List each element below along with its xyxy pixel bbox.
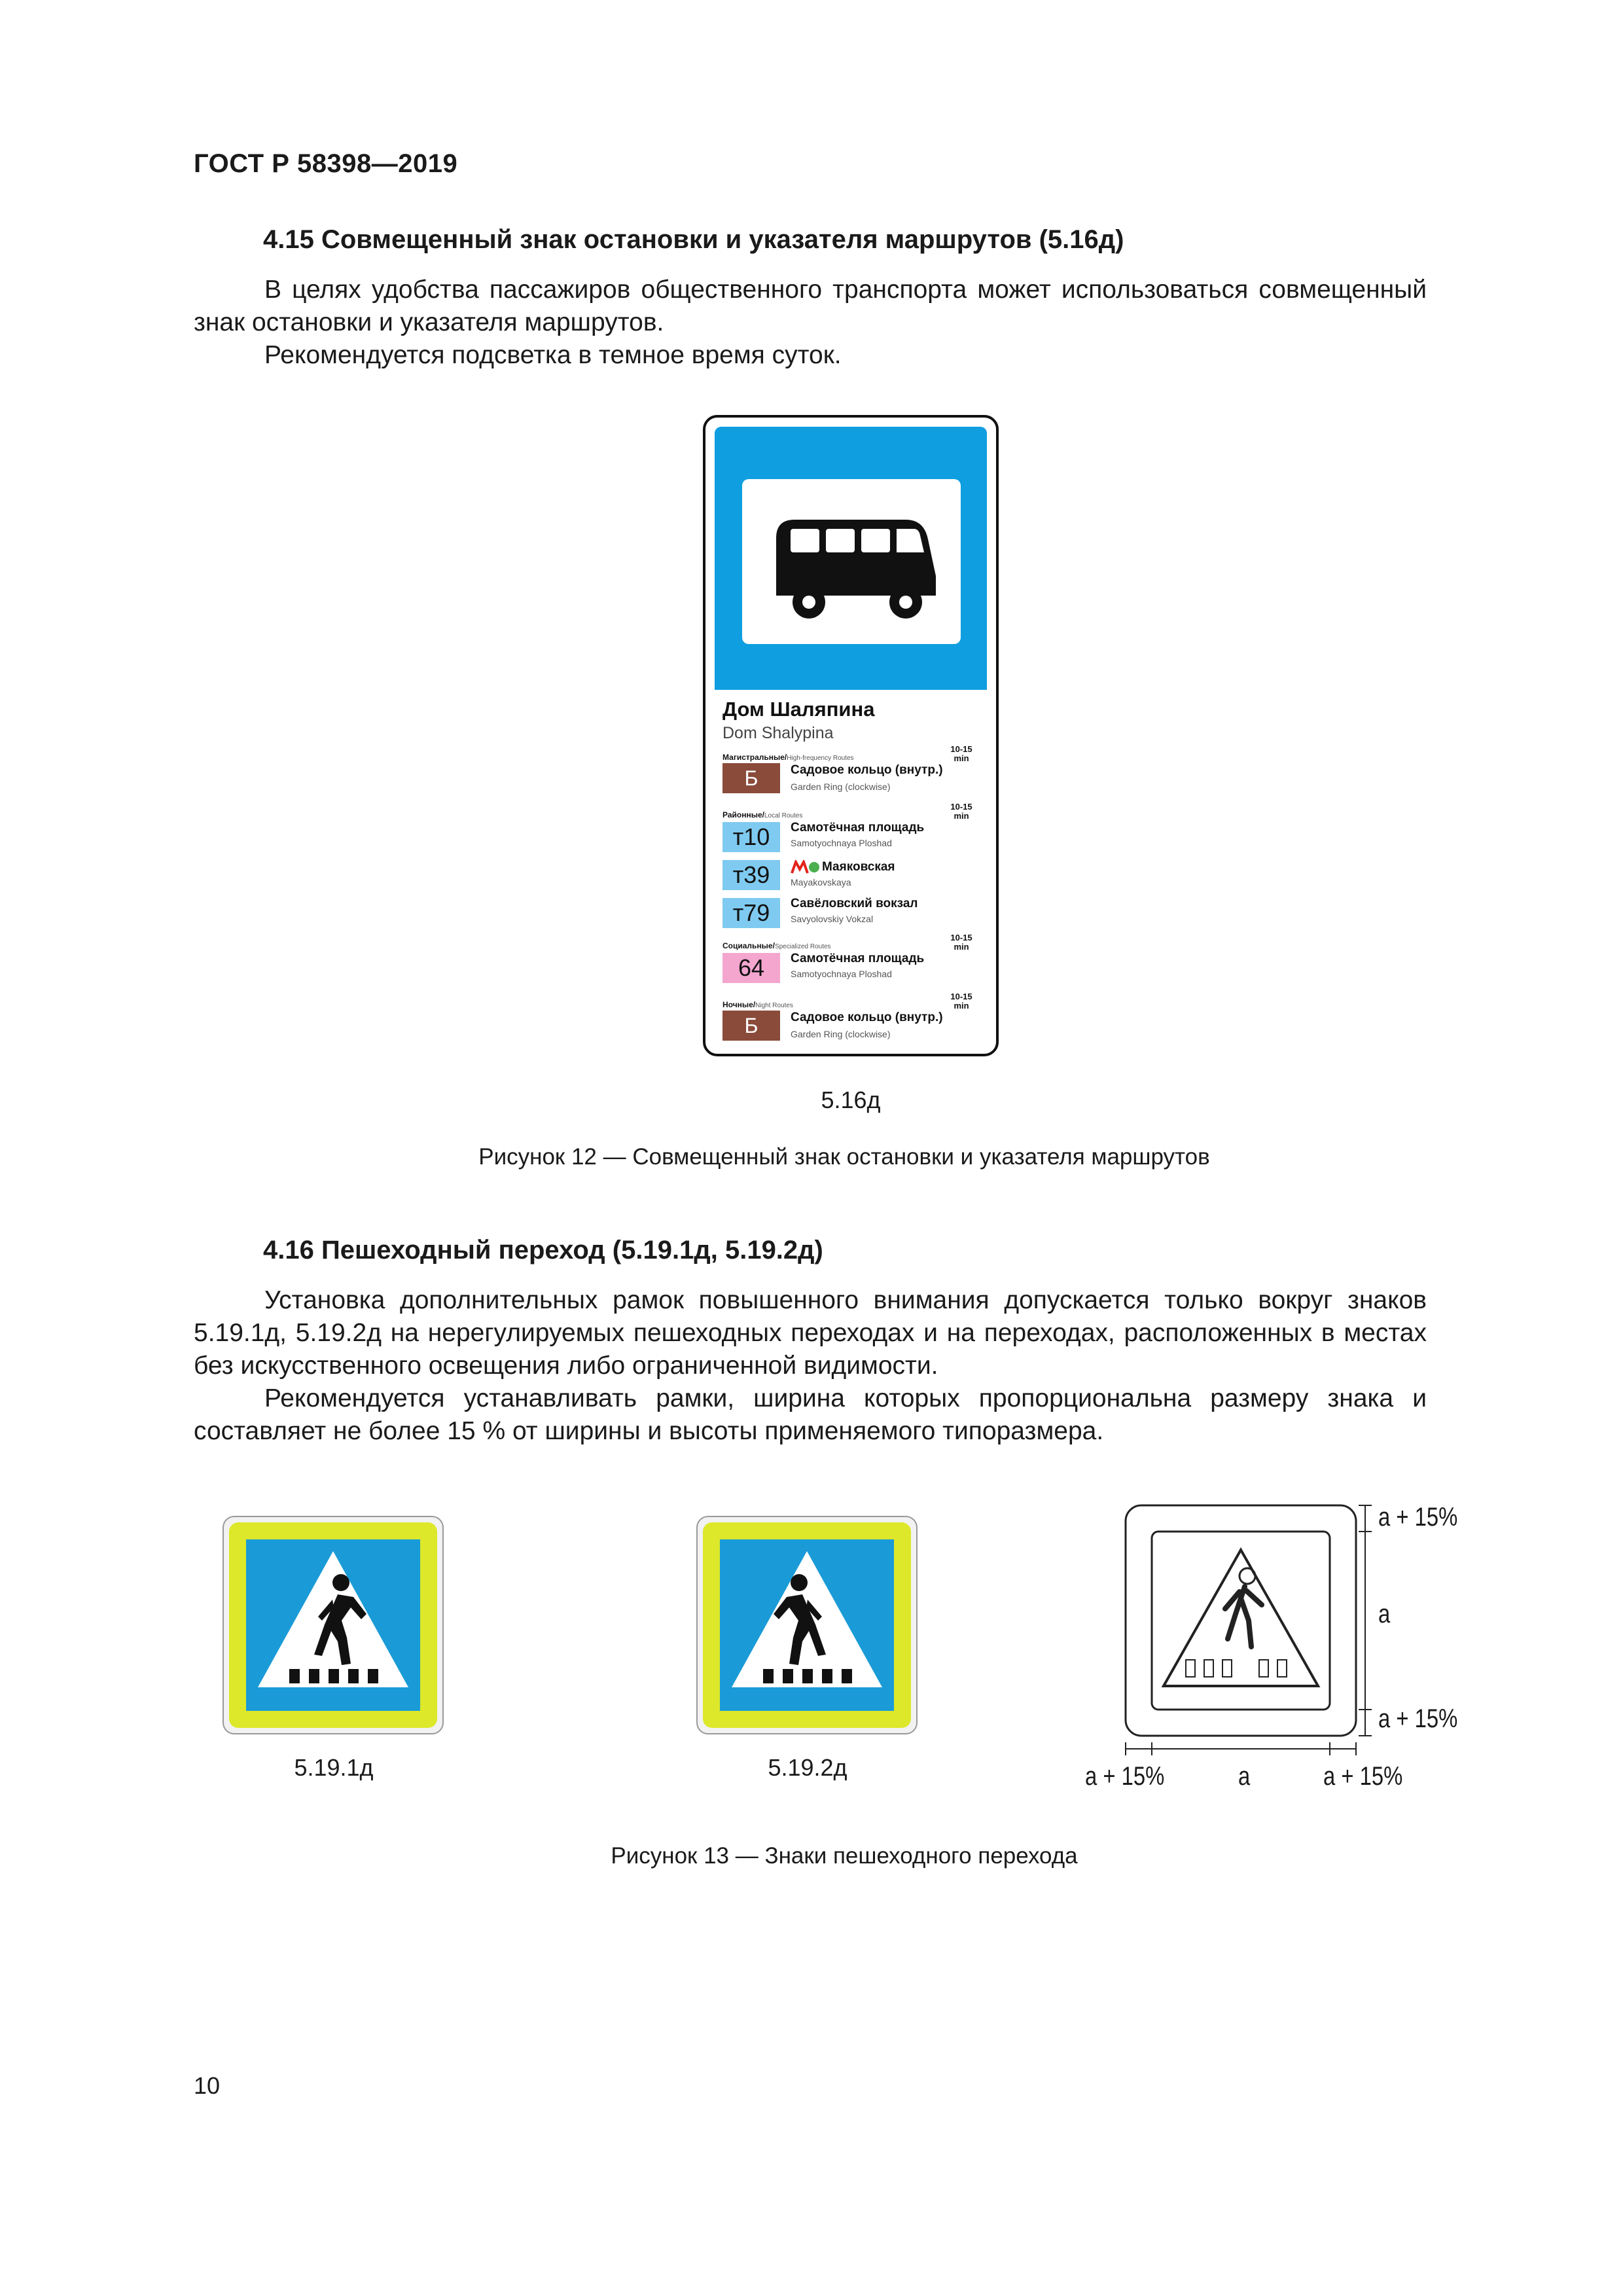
- section-416-paragraph-1: Установка дополнительных рамок повышенного внимания допускается только вокруг знаков 5.19.1д, 5.19.2д на нерегулируемых пешеходных переходах и на переходах, расположенных в местах без искусственного освещения либо ограниченной видимости.: [194, 1286, 1427, 1380]
- route-destination: Садовое кольцо (внутр.): [791, 763, 943, 777]
- sign-blue-square: [720, 1539, 894, 1711]
- section-416-paragraph-2: Рекомендуется устанавливать рамки, ширина которых пропорциональна размеру знака и составляет не более 15 % от ширины и высоты применяемого типоразмера.: [194, 1384, 1427, 1445]
- pedestrian-sign-5-19-1: [223, 1516, 444, 1734]
- sign-code-5-19-2: 5.19.2д: [768, 1754, 847, 1781]
- stop-name: Дом Шаляпина: [722, 698, 875, 721]
- route-destination: Садовое кольцо (внутр.): [791, 1011, 943, 1024]
- route-category: Магистральные/High-frequency Routes: [722, 753, 854, 762]
- sign-code-5-19-1: 5.19.1д: [294, 1754, 374, 1781]
- bus-sign-white-panel: [742, 479, 961, 644]
- route-destination-en: Savyolovskiy Vokzal: [791, 914, 874, 924]
- dim-left-label: a + 15%: [1085, 1762, 1165, 1791]
- bus-sign-code: 5.16д: [821, 1086, 881, 1113]
- route-badge: т10: [722, 822, 780, 852]
- route-interval: 10-15 min: [950, 744, 972, 763]
- route-category: Социальные/Specialized Routes: [722, 941, 831, 950]
- dim-bottom-label: a + 15%: [1378, 1704, 1458, 1733]
- pedestrian-crossing-icon: [246, 1539, 420, 1711]
- route-destination-en: Samotyochnaya Ploshad: [791, 838, 892, 848]
- route-badge: Б: [722, 1011, 780, 1041]
- section-415-title: 4.15 Совмещенный знак остановки и указателя маршрутов (5.16д): [263, 225, 1124, 254]
- pedestrian-crossing-icon: [720, 1539, 894, 1711]
- page-number: 10: [194, 2072, 221, 2099]
- frame-dimension-diagram: [1113, 1499, 1387, 1774]
- section-415-paragraph-1: В целях удобства пассажиров общественного транспорта может использоваться совмещенный знак остановки и указателя маршрутов.: [194, 276, 1427, 336]
- route-category: Ночные/Night Routes: [722, 1000, 793, 1009]
- figure-12-caption: Рисунок 12 — Совмещенный знак остановки и указателя маршрутов: [478, 1144, 1210, 1170]
- route-destination-en: Mayakovskaya: [791, 877, 851, 888]
- route-destination-en: Garden Ring (clockwise): [791, 1029, 891, 1039]
- route-destination: Самотёчная площадь: [791, 821, 925, 834]
- section-416-title: 4.16 Пешеходный переход (5.19.1д, 5.19.2д): [263, 1236, 823, 1265]
- section-415-paragraph-2: Рекомендуется подсветка в темное время суток.: [264, 341, 842, 369]
- route-destination-en: Garden Ring (clockwise): [791, 781, 891, 792]
- route-destination-en: Samotyochnaya Ploshad: [791, 969, 892, 979]
- pedestrian-sign-5-19-2: [696, 1516, 918, 1734]
- route-interval: 10-15 min: [950, 802, 972, 821]
- metro-icon: [791, 860, 819, 874]
- route-interval: 10-15 min: [950, 992, 972, 1011]
- dim-height-label: a: [1378, 1600, 1391, 1628]
- route-badge: 64: [722, 953, 780, 983]
- route-destination: Самотёчная площадь: [791, 952, 925, 965]
- bus-icon: [742, 479, 961, 644]
- bus-stop-route-sign: [703, 415, 999, 1056]
- document-header: ГОСТ Р 58398—2019: [194, 149, 458, 178]
- dim-top-label: a + 15%: [1378, 1503, 1458, 1532]
- route-destination: Савёловский вокзал: [791, 897, 918, 910]
- route-category: Районные/Local Routes: [722, 810, 803, 819]
- figure-13-caption: Рисунок 13 — Знаки пешеходного перехода: [611, 1843, 1078, 1869]
- route-badge: т79: [722, 898, 780, 928]
- sign-blue-square: [246, 1539, 420, 1711]
- route-badge: т39: [722, 860, 780, 890]
- dim-width-label: a: [1238, 1762, 1251, 1791]
- dim-right-label: a + 15%: [1323, 1762, 1403, 1791]
- route-interval: 10-15 min: [950, 933, 972, 952]
- bus-sign-blue-panel: [715, 427, 987, 690]
- stop-name-en: Dom Shalypina: [722, 724, 834, 742]
- route-destination: Маяковская: [822, 860, 895, 874]
- route-badge: Б: [722, 763, 780, 793]
